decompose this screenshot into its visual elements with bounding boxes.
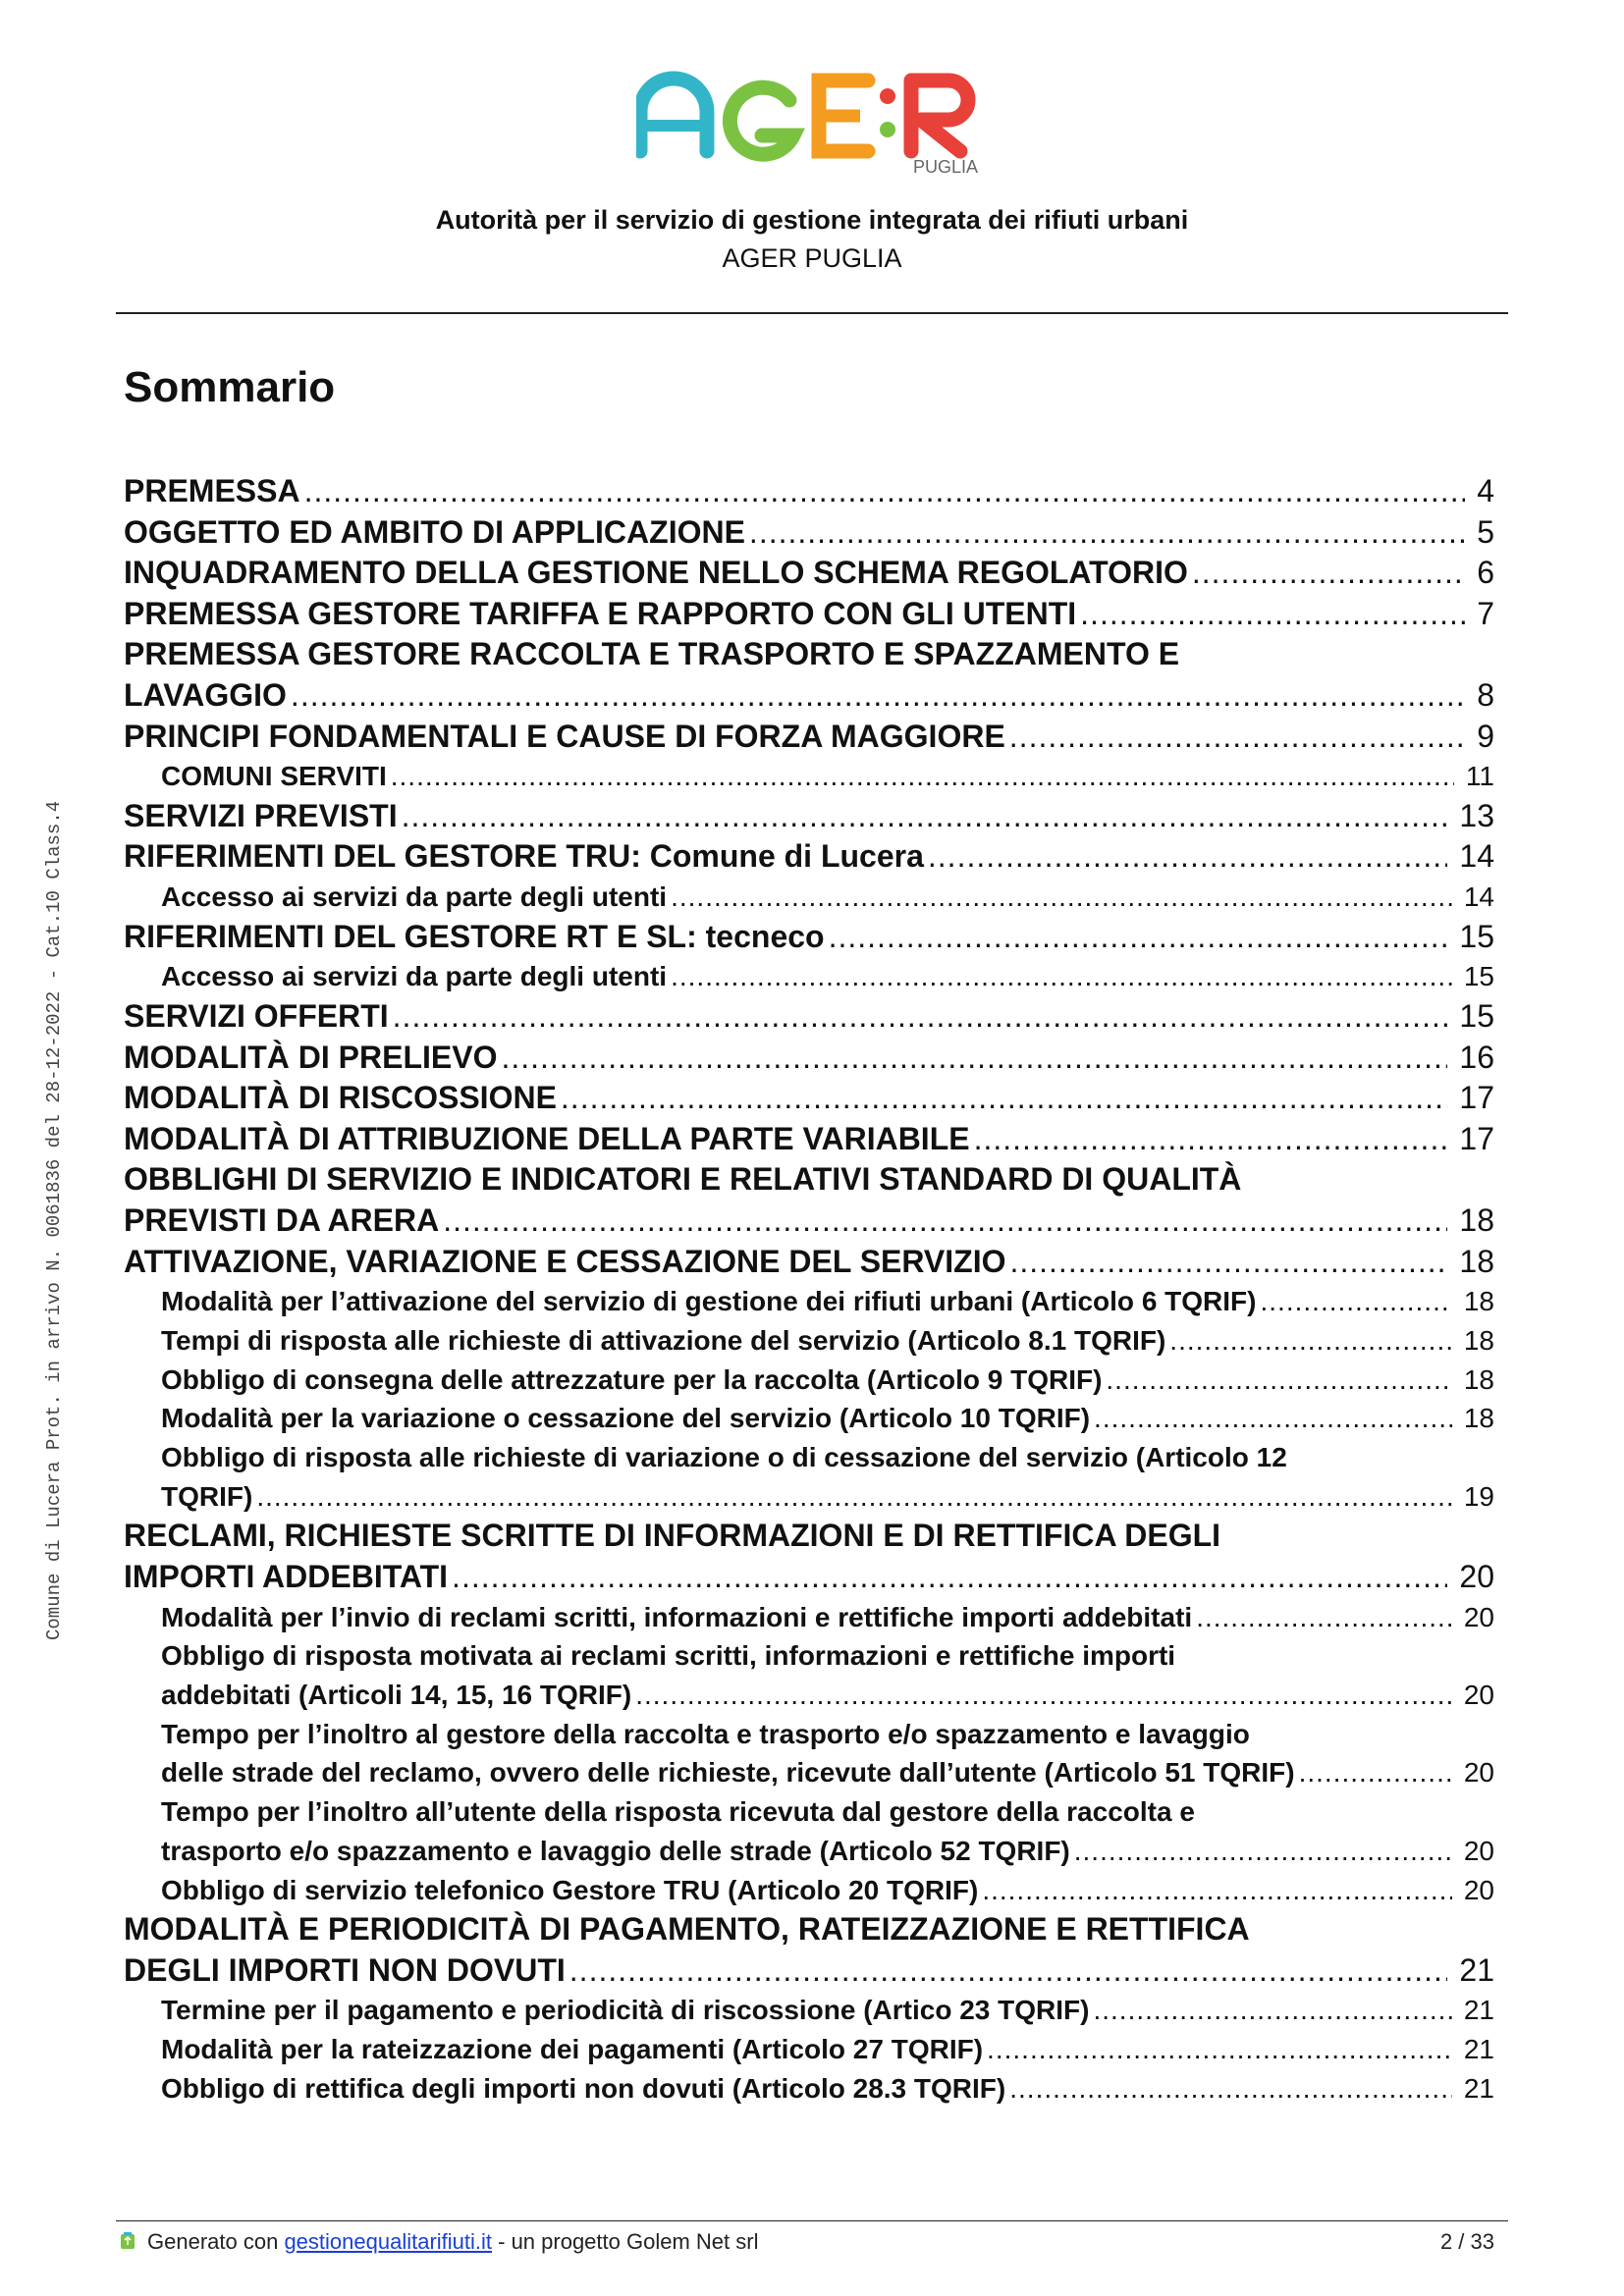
toc-page-number: 20	[1463, 1601, 1494, 1632]
footer-credit	[147, 2229, 758, 2255]
toc-leader-dots	[452, 1557, 1447, 1598]
toc-entry-line	[161, 1676, 1494, 1715]
toc-entry[interactable]	[124, 1516, 1494, 1597]
toc-entry-title: TQRIF)	[161, 1480, 253, 1512]
toc-entry-title: OGGETTO ED AMBITO DI APPLICAZIONE	[124, 513, 745, 550]
toc-page-number: 20	[1463, 1874, 1494, 1905]
toc-entry-title: Modalità per l’attivazione del servizio di gestione dei rifiuti urbani (Articolo 6 TQRIF)	[161, 1286, 1257, 1317]
toc-entry-title: Tempi di risposta alle richieste di attivazione del servizio (Articolo 8.1 TQRIF)	[161, 1324, 1166, 1356]
page-title: Sommario	[124, 363, 336, 411]
toc-entry-title: Termine per il pagamento e periodicità di riscossione (Artico 23 TQRIF)	[161, 1995, 1090, 2026]
toc-page-number: 18	[1459, 1202, 1494, 1239]
toc-entry-title: Obbligo di risposta motivata ai reclami scritti, informazioni e rettifiche importi	[161, 1640, 1176, 1672]
toc-entry-line	[161, 1753, 1494, 1792]
toc-entry[interactable]	[124, 634, 1494, 716]
toc-entry[interactable]	[124, 917, 1494, 958]
toc-entry-line	[161, 1792, 1494, 1832]
toc-leader-dots	[1094, 1399, 1452, 1438]
toc-leader-dots	[1260, 1282, 1451, 1321]
toc-entry-title: COMUNI SERVITI	[161, 761, 387, 792]
toc-page-number: 6	[1477, 555, 1494, 591]
toc-page-number: 20	[1459, 1559, 1494, 1595]
toc-leader-dots	[1192, 553, 1465, 594]
toc-leader-dots	[443, 1201, 1447, 1242]
toc-leader-dots	[561, 1078, 1448, 1119]
toc-page-number: 18	[1463, 1324, 1494, 1356]
toc-entry-line	[161, 1399, 1494, 1438]
toc-entry[interactable]	[124, 1991, 1494, 2030]
toc-entry-line	[124, 996, 1494, 1038]
toc-entry[interactable]	[124, 1909, 1494, 1991]
toc-leader-dots	[829, 917, 1448, 958]
toc-entry-line	[124, 1516, 1494, 1557]
toc-entry-title: PREMESSA	[124, 473, 300, 508]
toc-entry-title: OBBLIGHI DI SERVIZIO E INDICATORI E RELATIVI STANDARD DI QUALITÀ	[124, 1161, 1242, 1198]
toc-leader-dots	[1106, 1361, 1451, 1400]
toc-leader-dots	[1009, 1242, 1447, 1283]
toc-page-number: 17	[1459, 1080, 1494, 1116]
toc-page-number: 18	[1463, 1403, 1494, 1434]
toc-entry-line	[124, 675, 1494, 717]
toc-entry[interactable]	[124, 836, 1494, 878]
protocol-stamp: Comune di Lucera Prot. in arrivo N. 0061836 del 28-12-2022 - Cat.10 Class.4	[43, 800, 65, 1640]
toc-page-number: 14	[1463, 881, 1494, 913]
toc-entry[interactable]	[124, 1598, 1494, 1637]
toc-entry-line	[161, 1321, 1494, 1361]
toc-leader-dots	[1169, 1321, 1452, 1361]
organization-name: Autorità per il servizio di gestione integrata dei rifiuti urbani	[435, 205, 1189, 235]
footer-divider	[116, 2220, 1508, 2221]
toc-leader-dots	[256, 1477, 1452, 1517]
recycle-icon	[118, 2231, 137, 2251]
toc-page-number: 21	[1463, 2034, 1494, 2065]
toc-entry-line	[161, 1598, 1494, 1637]
toc-entry-line	[161, 1282, 1494, 1321]
toc-entry-line	[161, 2030, 1494, 2069]
toc-entry-title: Obbligo di risposta alle richieste di variazione o di cessazione del servizio (Articolo 12	[161, 1442, 1287, 1473]
toc-entry-line	[161, 1991, 1494, 2030]
toc-leader-dots	[1009, 717, 1465, 758]
toc-page-number: 14	[1459, 838, 1494, 875]
toc-entry-line	[124, 1909, 1494, 1950]
toc-entry-title: RIFERIMENTI DEL GESTORE TRU: Comune di Lucera	[124, 838, 924, 875]
toc-page-number: 17	[1459, 1120, 1494, 1156]
toc-entry-line	[124, 1159, 1494, 1201]
toc-leader-dots	[982, 1871, 1452, 1910]
toc-entry[interactable]	[124, 2069, 1494, 2109]
toc-leader-dots	[402, 796, 1448, 837]
toc-entry-line	[124, 1119, 1494, 1160]
toc-leader-dots	[1080, 594, 1465, 635]
toc-entry-line	[124, 717, 1494, 758]
toc-entry[interactable]	[124, 757, 1494, 796]
toc-page-number: 16	[1459, 1039, 1494, 1075]
toc-entry[interactable]	[124, 594, 1494, 635]
toc-entry-line	[124, 553, 1494, 594]
toc-page-number: 20	[1463, 1680, 1494, 1711]
toc-entry-line	[124, 917, 1494, 958]
toc-leader-dots	[1009, 2069, 1452, 2109]
table-of-contents	[124, 471, 1494, 2109]
toc-entry-title: PRINCIPI FONDAMENTALI E CAUSE DI FORZA MAGGIORE	[124, 718, 1005, 754]
toc-entry-title: PREVISTI DA ARERA	[124, 1202, 440, 1239]
toc-entry-line	[161, 878, 1494, 917]
toc-entry[interactable]	[124, 1361, 1494, 1400]
toc-entry-title: INQUADRAMENTO DELLA GESTIONE NELLO SCHEMA REGOLATORIO	[124, 555, 1188, 591]
toc-entry-title: delle strade del reclamo, ovvero delle richieste, ricevute dall’utente (Articolo 51 TQRIF)	[161, 1757, 1295, 1789]
toc-leader-dots	[635, 1676, 1452, 1715]
toc-page-number: 9	[1477, 718, 1494, 754]
toc-leader-dots	[987, 2030, 1452, 2069]
toc-page-number: 19	[1463, 1480, 1494, 1512]
toc-entry[interactable]	[124, 957, 1494, 996]
toc-page-number: 18	[1463, 1286, 1494, 1317]
toc-entry[interactable]	[124, 878, 1494, 917]
toc-entry-title: MODALITÀ DI PRELIEVO	[124, 1039, 498, 1075]
toc-leader-dots	[1074, 1832, 1452, 1871]
toc-leader-dots	[501, 1038, 1447, 1079]
toc-page-number: 20	[1463, 1757, 1494, 1789]
svg-text:PUGLIA: PUGLIA	[913, 157, 979, 177]
toc-entry-title: Modalità per l’invio di reclami scritti, informazioni e rettifiche importi addebitati	[161, 1601, 1193, 1632]
toc-page-number: 21	[1459, 1951, 1494, 1988]
toc-entry[interactable]	[124, 996, 1494, 1038]
toc-entry[interactable]	[124, 1321, 1494, 1361]
toc-entry-line	[161, 1715, 1494, 1754]
toc-page-number: 8	[1477, 676, 1494, 713]
toc-entry-title: Accesso ai servizi da parte degli utenti	[161, 881, 668, 913]
toc-entry-title: Modalità per la rateizzazione dei pagamenti (Articolo 27 TQRIF)	[161, 2034, 984, 2065]
toc-entry-line	[124, 1078, 1494, 1119]
toc-entry-line	[161, 1636, 1494, 1676]
page-number: 2 / 33	[1439, 2229, 1494, 2254]
toc-entry[interactable]	[124, 1159, 1494, 1241]
toc-entry-line	[124, 1242, 1494, 1283]
toc-entry-title: Obbligo di consegna delle attrezzature per la raccolta (Articolo 9 TQRIF)	[161, 1363, 1103, 1395]
toc-entry-title: RIFERIMENTI DEL GESTORE RT E SL: tecneco	[124, 918, 825, 954]
toc-entry-title: SERVIZI PREVISTI	[124, 797, 398, 833]
toc-page-number: 15	[1459, 918, 1494, 954]
header-divider	[116, 312, 1508, 314]
toc-entry-line	[161, 1832, 1494, 1871]
toc-entry[interactable]	[124, 2030, 1494, 2069]
toc-entry-line	[161, 2069, 1494, 2109]
toc-entry-line	[124, 1557, 1494, 1598]
toc-leader-dots	[671, 957, 1452, 996]
toc-leader-dots	[1196, 1598, 1452, 1637]
toc-entry-line	[124, 634, 1494, 675]
toc-entry-line	[124, 836, 1494, 878]
toc-entry[interactable]	[124, 1792, 1494, 1870]
toc-page-number: 18	[1463, 1363, 1494, 1395]
toc-page-number: 7	[1477, 595, 1494, 631]
toc-entry-title: Obbligo di rettifica degli importi non dovuti (Articolo 28.3 TQRIF)	[161, 2072, 1006, 2104]
toc-entry-title: trasporto e/o spazzamento e lavaggio delle strade (Articolo 52 TQRIF)	[161, 1835, 1070, 1866]
toc-entry-line	[124, 796, 1494, 837]
toc-entry-line	[124, 1201, 1494, 1242]
toc-entry-line	[161, 757, 1494, 796]
toc-entry-title: addebitati (Articoli 14, 15, 16 TQRIF)	[161, 1680, 632, 1711]
toc-entry-title: Tempo per l’inoltro all’utente della risposta ricevuta dal gestore della raccolta e	[161, 1796, 1195, 1828]
toc-page-number: 13	[1459, 797, 1494, 833]
toc-page-number: 20	[1463, 1835, 1494, 1866]
toc-leader-dots	[1093, 1991, 1451, 2030]
toc-entry[interactable]	[124, 1636, 1494, 1714]
toc-page-number: 4	[1477, 473, 1494, 508]
toc-entry-line	[161, 1361, 1494, 1400]
toc-page-number: 15	[1459, 998, 1494, 1035]
toc-entry[interactable]	[124, 717, 1494, 758]
toc-entry-line	[124, 1038, 1494, 1079]
footer-link[interactable]: gestionequalitarifiuti.it	[284, 2229, 493, 2254]
toc-entry-line	[124, 594, 1494, 635]
toc-leader-dots	[1299, 1753, 1452, 1792]
toc-entry-line	[161, 1477, 1494, 1517]
toc-entry-line	[161, 957, 1494, 996]
toc-entry-title: Accesso ai servizi da parte degli utenti	[161, 961, 668, 992]
toc-entry-title: LAVAGGIO	[124, 676, 287, 713]
toc-leader-dots	[974, 1119, 1448, 1160]
toc-entry[interactable]	[124, 1438, 1494, 1516]
toc-leader-dots	[304, 471, 1466, 512]
toc-leader-dots	[393, 996, 1448, 1038]
toc-leader-dots	[569, 1950, 1448, 1992]
toc-entry[interactable]	[124, 1399, 1494, 1438]
ager-puglia-logo	[636, 61, 990, 177]
toc-leader-dots	[671, 878, 1452, 917]
toc-entry-title: SERVIZI OFFERTI	[124, 998, 389, 1035]
toc-entry-title: RECLAMI, RICHIESTE SCRITTE DI INFORMAZIONI E DI RETTIFICA DEGLI	[124, 1518, 1221, 1554]
toc-entry-line	[161, 1871, 1494, 1910]
toc-entry-line	[161, 1438, 1494, 1477]
toc-leader-dots	[391, 757, 1454, 796]
toc-entry[interactable]	[124, 1242, 1494, 1283]
toc-leader-dots	[749, 512, 1465, 554]
toc-entry[interactable]	[124, 796, 1494, 837]
toc-page-number: 11	[1465, 761, 1494, 792]
toc-entry[interactable]	[124, 1715, 1494, 1792]
toc-entry-line	[124, 1950, 1494, 1992]
toc-entry-title: IMPORTI ADDEBITATI	[124, 1559, 449, 1595]
toc-entry-title: MODALITÀ DI ATTRIBUZIONE DELLA PARTE VARIABILE	[124, 1120, 970, 1156]
toc-entry-title: Tempo per l’inoltro al gestore della raccolta e trasporto e/o spazzamento e lavaggio	[161, 1718, 1250, 1749]
footer-suffix: - un progetto Golem Net srl	[492, 2229, 759, 2254]
toc-page-number: 15	[1463, 961, 1494, 992]
toc-entry[interactable]	[124, 1038, 1494, 1079]
toc-entry-line	[124, 512, 1494, 554]
toc-entry-line	[124, 471, 1494, 512]
toc-entry-title: ATTIVAZIONE, VARIAZIONE E CESSAZIONE DEL SERVIZIO	[124, 1243, 1006, 1279]
toc-entry[interactable]	[124, 1078, 1494, 1119]
toc-entry[interactable]	[124, 471, 1494, 512]
toc-entry-title: PREMESSA GESTORE RACCOLTA E TRASPORTO E SPAZZAMENTO E	[124, 636, 1180, 672]
toc-leader-dots	[928, 836, 1448, 878]
toc-entry-title: Modalità per la variazione o cessazione del servizio (Articolo 10 TQRIF)	[161, 1403, 1091, 1434]
footer-prefix: Generato con	[147, 2229, 285, 2254]
toc-entry-title: PREMESSA GESTORE TARIFFA E RAPPORTO CON GLI UTENTI	[124, 595, 1077, 631]
toc-entry-title: MODALITÀ E PERIODICITÀ DI PAGAMENTO, RATEIZZAZIONE E RETTIFICA	[124, 1911, 1250, 1948]
toc-entry-title: Obbligo di servizio telefonico Gestore TRU (Articolo 20 TQRIF)	[161, 1874, 979, 1905]
toc-entry[interactable]	[124, 553, 1494, 594]
toc-page-number: 18	[1459, 1243, 1494, 1279]
toc-entry[interactable]	[124, 1282, 1494, 1321]
toc-page-number: 5	[1477, 513, 1494, 550]
toc-leader-dots	[291, 675, 1465, 717]
toc-entry[interactable]	[124, 1871, 1494, 1910]
toc-entry[interactable]	[124, 512, 1494, 554]
organization-acronym: AGER PUGLIA	[722, 243, 902, 273]
toc-page-number: 21	[1463, 1995, 1494, 2026]
toc-entry[interactable]	[124, 1119, 1494, 1160]
toc-entry-title: MODALITÀ DI RISCOSSIONE	[124, 1080, 557, 1116]
toc-entry-title: DEGLI IMPORTI NON DOVUTI	[124, 1951, 566, 1988]
toc-page-number: 21	[1463, 2072, 1494, 2104]
